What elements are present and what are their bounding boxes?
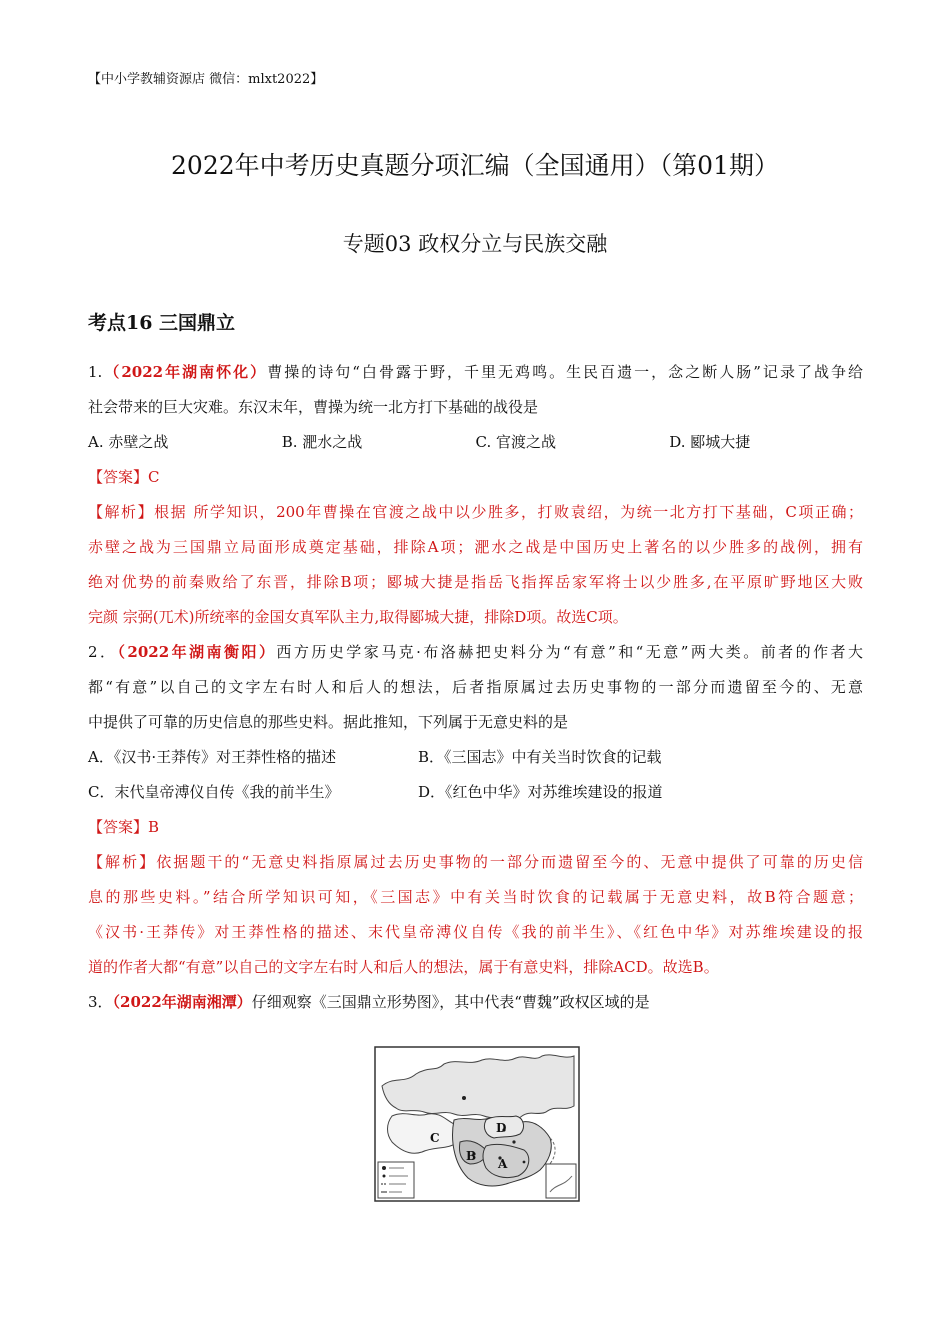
q1-stem-b: 社会带来的巨大灾难。东汉末年，曹操为统一北方打下基础的战役是	[88, 398, 539, 416]
q2-answer-value: B	[148, 818, 160, 836]
q1-answer	[88, 460, 863, 495]
q2-analysis-line: 道的作者大都“有意”以自己的文字左右时人和后人的想法，属于有意史料，排除ACD。故选B。	[88, 958, 719, 976]
main-title: 2022年中考历史真题分项汇编（全国通用）（第01期）	[171, 151, 779, 180]
q2-stem-c: 中提供了可靠的历史信息的那些史料。据此推知，下列属于无意史料的是	[88, 713, 569, 731]
q3-source: （2022年湖南湘潭）	[112, 993, 252, 1011]
q1-analysis-text: 根据 所学知识，200年曹操在官渡之战中以少胜多，打败袁绍，为统一北方打下基础，C项正确；	[154, 503, 863, 521]
q1-analysis-line	[88, 495, 863, 530]
q2-answer-label: 【答案】	[88, 818, 149, 836]
content-body	[88, 355, 863, 1020]
q1-option-d: D. 郾城大捷	[669, 433, 751, 451]
q2-option-d: D．《红色中华》对苏维埃建设的报道	[418, 783, 663, 801]
q1-analysis-line: 绝对优势的前秦败给了东晋，排除B项；郾城大捷是指岳飞指挥岳家军将士以少胜多,在平原旷野地区大败	[88, 573, 863, 591]
q1-option-c: C. 官渡之战	[475, 433, 556, 451]
q1-answer-value: C	[148, 468, 160, 486]
q3-stem: 仔细观察《三国鼎立形势图》，其中代表“曹魏”政权区域的是	[251, 993, 650, 1011]
map-label-b: B	[466, 1149, 477, 1163]
q3-number: 3．	[88, 993, 113, 1011]
q1-stem-a: 曹操的诗句“白骨露于野，千里无鸡鸣。生民百遗一，念之断人肠”记录了战争给	[267, 363, 864, 381]
three-kingdoms-map	[374, 1046, 580, 1202]
q1-options	[88, 425, 863, 460]
q2-stem-a: 西方历史学家马克·布洛赫把史料分为“有意”和“无意”两大类。前者的作者大	[276, 643, 864, 661]
q2-options-row1	[88, 740, 863, 775]
sub-title: 专题03 政权分立与民族交融	[342, 232, 608, 256]
q1-source: （2022年湖南怀化）	[102, 363, 268, 381]
q2-option-b: B．《三国志》中有关当时饮食的记载	[418, 748, 662, 766]
q2-option-a: A．《汉书·王莽传》对王莽性格的描述	[88, 748, 337, 766]
q1-analysis-label: 【解析】	[88, 503, 155, 521]
q2-analysis-line: 《汉书·王莽传》对王莽性格的描述、末代皇帝溥仪自传《我的前半生》、《红色中华》对苏维埃建设的报	[88, 923, 863, 941]
q2-analysis-line: 息的那些史料。”结合所学知识可知，《三国志》中有关当时饮食的记载属于无意史料，故B符合题意；	[88, 888, 863, 906]
q1-option-a: A. 赤壁之战	[88, 433, 169, 451]
q2-answer	[88, 810, 863, 845]
q1-analysis-line: 完颜 宗弼(兀术)所统率的金国女真军队主力,取得郾城大捷，排除D项。故选C项。	[88, 608, 628, 626]
q1-answer-label: 【答案】	[88, 468, 149, 486]
q2-stem-b: 都“有意”以自己的文字左右时人和后人的想法，后者指原属过去历史事物的一部分而遗留至今的、无意	[88, 678, 863, 696]
map-label-a: A	[498, 1157, 508, 1171]
q2-option-c: C．末代皇帝溥仪自传《我的前半生》	[88, 783, 340, 801]
q1-option-b: B. 淝水之战	[281, 433, 363, 451]
q2-source: （2022年湖南衡阳）	[117, 643, 277, 661]
q1-analysis-line: 赤壁之战为三国鼎立局面形成奠定基础，排除A项；淝水之战是中国历史上著名的以少胜多的战例，拥有	[88, 538, 863, 556]
header-note: 【中小学教辅资源店 微信：mlxt2022】	[88, 72, 324, 87]
q3-stem-line	[88, 985, 863, 1020]
map-label-d: D	[496, 1121, 507, 1135]
q1-number: 1.	[88, 363, 103, 381]
q2-analysis-line	[88, 845, 863, 880]
q2-options-row2	[88, 775, 863, 810]
q2-stem-line	[88, 635, 863, 670]
q1-stem-line	[88, 355, 863, 390]
section-title: 考点16 三国鼎立	[88, 312, 236, 334]
q2-analysis-label: 【解析】	[88, 853, 157, 871]
map-label-c: C	[430, 1131, 440, 1145]
q2-analysis-text: 依据题干的“无意史料指原属过去历史事物的一部分而遗留至今的、无意中提供了可靠的历史信	[156, 853, 863, 871]
q2-number: 2．	[88, 643, 118, 661]
